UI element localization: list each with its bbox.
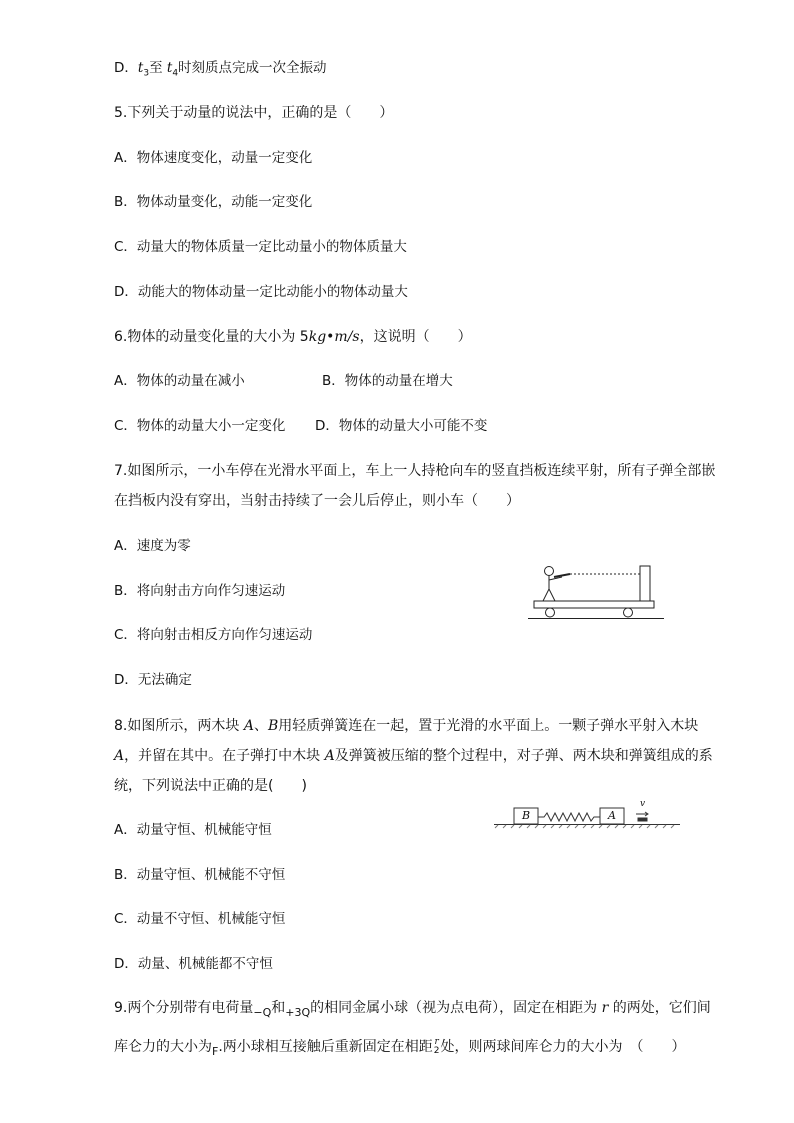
cart-platform [534, 601, 654, 608]
block-b-label: B [522, 809, 531, 822]
question-5-option-a: A．物体速度变化，动量一定变化 [114, 150, 313, 166]
question-7-option-a: A．速度为零 [114, 538, 191, 554]
cart-baffle [640, 566, 650, 601]
question-9-stem-line1: 9.两个分别带有电荷量$_{-Q}$和$_{+3Q}$的相同金属小球（视为点电荷），固定在相距为 r 的两处，它们间 [114, 1000, 711, 1019]
blocks-spring-figure [494, 800, 680, 830]
question-6-option-b: B．物体的动量在增大 [322, 373, 453, 389]
question-8-option-d: D．动量、机械能都不守恒 [114, 956, 273, 972]
question-5-stem: 5.下列关于动量的说法中，正确的是（ ） [114, 105, 394, 121]
person-head [545, 567, 554, 576]
question-6-stem: 6.物体的动量变化量的大小为 5kg•m/s，这说明（ ） [114, 329, 472, 345]
cart-shooter-figure [528, 560, 666, 622]
question-8-stem: 8.如图所示，两木块 A、B用轻质弹簧连在一起，置于光滑的水平面上。一颗子弹水平射入木块 A，并留在其中。在子弹打中木块 A及弹簧被压缩的整个过程中，对子弹、两木块和弹簧组成的系统，下列说法中正确的是( ) [114, 718, 713, 794]
gun [554, 574, 570, 577]
bullet [638, 818, 647, 821]
cart-wheel-left [546, 608, 555, 617]
fraction-r-over-2: r 2 [433, 1037, 440, 1056]
spring [538, 813, 600, 821]
question-5-option-b: B．物体动量变化，动能一定变化 [114, 194, 313, 210]
question-5-option-c: C．动量大的物体质量一定比动量小的物体质量大 [114, 239, 407, 255]
question-7-stem: 7.如图所示，一小车停在光滑水平面上，车上一人持枪向车的竖直挡板连续平射，所有子弹全部嵌在挡板内没有穿出，当射击持续了一会儿后停止，则小车（ ） [114, 463, 716, 509]
block-a-label: A [608, 809, 616, 822]
question-6-option-d: D．物体的动量大小可能不变 [315, 418, 488, 434]
question-7-option-b: B．将向射击方向作匀速运动 [114, 583, 286, 599]
question-8-option-a: A．动量守恒、机械能守恒 [114, 822, 272, 838]
question-6-option-a: A．物体的动量在减小 [114, 373, 245, 389]
velocity-label: v [640, 799, 646, 809]
question-8-option-b: B．动量守恒、机械能不守恒 [114, 867, 286, 883]
question-7-option-c: C．将向射击相反方向作匀速运动 [114, 627, 313, 643]
question-7-option-d: D．无法确定 [114, 672, 192, 688]
question-9-stem-line2: 库仑力的大小为$_F$.两小球相互接触后重新固定在相距 r 2 处，则两球间库仑力的大小为 （ ） [114, 1037, 686, 1058]
question-5-option-d: D．动能大的物体动量一定比动能小的物体动量大 [114, 284, 408, 300]
cart-wheel-right [624, 608, 633, 617]
option-d-prev-question: D．$t_3$至 $t_4$时刻质点完成一次全振动 [114, 60, 327, 79]
question-8-option-c: C．动量不守恒、机械能守恒 [114, 911, 286, 927]
question-6-option-c: C．物体的动量大小一定变化 [114, 418, 286, 434]
